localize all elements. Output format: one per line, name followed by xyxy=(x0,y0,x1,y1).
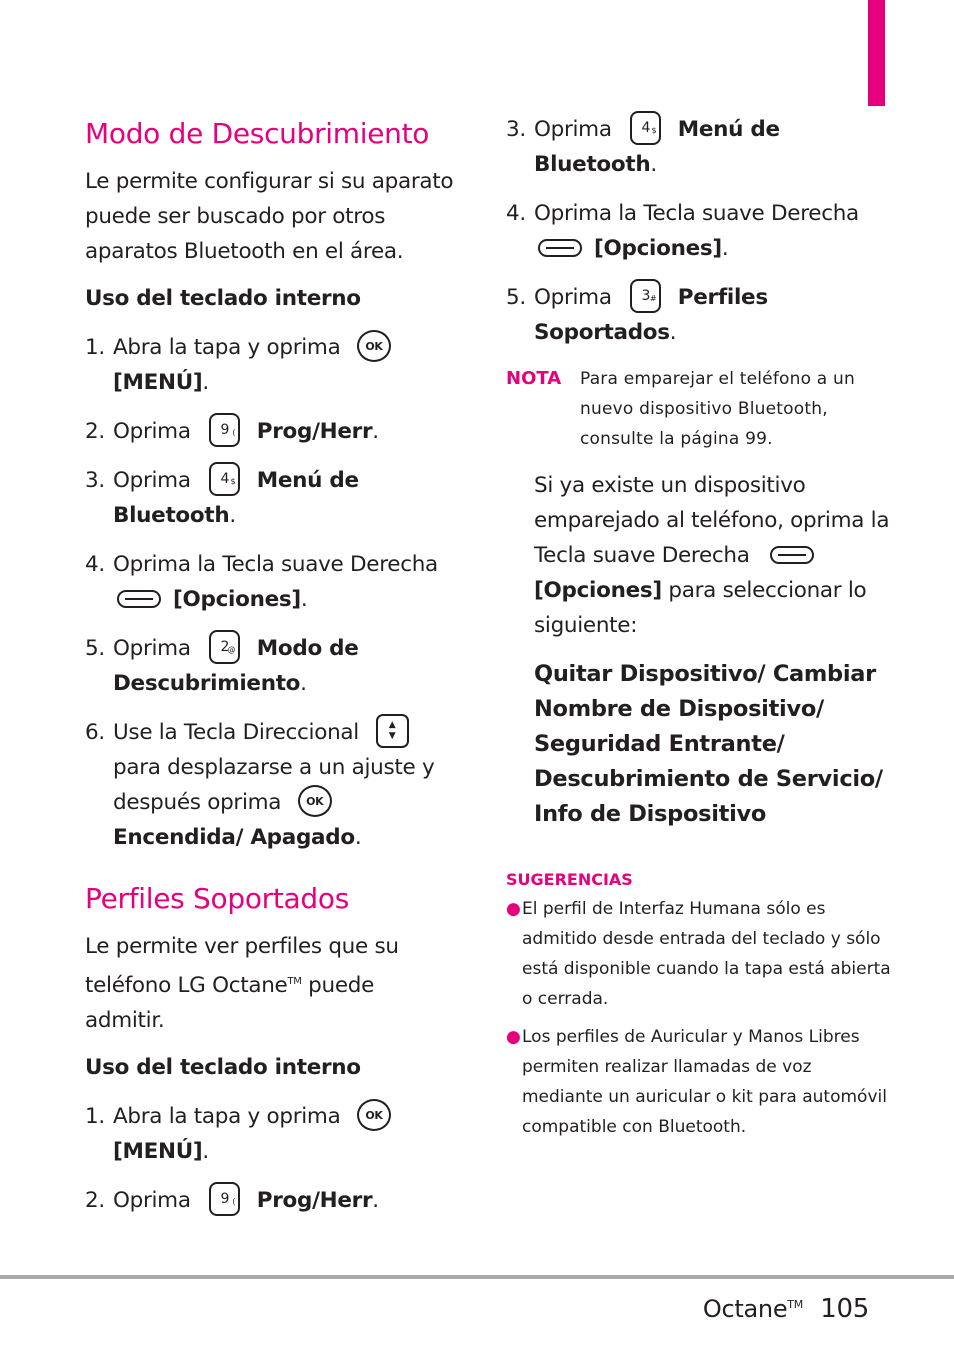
step-1b: 1. Abra la tapa y oprima OK [MENÚ]. xyxy=(85,1099,455,1169)
ok-key-icon: OK xyxy=(357,1099,391,1131)
key-4-icon: 4 $ xyxy=(209,462,240,496)
key-2-icon: 2 @ xyxy=(209,630,240,664)
key-9-icon: 9 ( xyxy=(209,413,240,447)
footer-brand: Octane xyxy=(702,1295,788,1323)
subhead-internal-keypad: Uso del teclado interno xyxy=(85,286,361,311)
left-column xyxy=(85,112,455,1232)
step-4: 4. Oprima la Tecla suave Derecha [Opciones]. xyxy=(85,552,438,612)
step-3r: 3. Oprima 4 $ Menú de Bluetooth. xyxy=(506,112,896,182)
section-tab-marker xyxy=(868,0,885,106)
tips-title: SUGERENCIAS xyxy=(506,870,633,889)
step-6: 6. Use la Tecla Direccional ▲ ▼ para desplazarse a un ajuste y después oprima OK Encendida/ Apagado. xyxy=(85,715,455,855)
bullet-icon: ● xyxy=(506,899,521,919)
step-5r: 5. Oprima 3 # Perfiles Soportados. xyxy=(506,280,896,350)
right-soft-key-icon xyxy=(117,590,161,608)
page-number: 105 xyxy=(820,1294,869,1324)
tip-item: ● Los perfiles de Auricular y Manos Libres permiten realizar llamadas de voz mediante un auricular o kit para automóvil compatible con Bluetooth. xyxy=(506,1022,896,1142)
key-4-icon: 4 $ xyxy=(630,111,661,145)
key-3-icon: 3 # xyxy=(630,279,661,313)
footer-rule xyxy=(0,1275,954,1279)
directional-key-icon: ▲ ▼ xyxy=(376,714,409,748)
section-title-supported-profiles: Perfiles Soportados xyxy=(85,882,350,915)
right-column xyxy=(506,112,896,1150)
step-2b: 2. Oprima 9 ( Prog/Herr. xyxy=(85,1183,455,1218)
note-box xyxy=(506,364,896,454)
key-9-icon: 9 ( xyxy=(209,1182,240,1216)
section-title-discovery-mode: Modo de Descubrimiento xyxy=(85,117,430,150)
subhead-internal-keypad-2: Uso del teclado interno xyxy=(85,1055,361,1081)
tip-item: ● El perfil de Interfaz Humana sólo es admitido desde entrada del teclado y sólo está disponible cuando la tapa está abierta o cerrada. xyxy=(506,894,896,1014)
note-label: NOTA xyxy=(506,368,562,389)
step-5: 5. Oprima 2 @ Modo de Descubrimiento. xyxy=(85,631,455,701)
step-4r: 4. Oprima la Tecla suave Derecha [Opciones]. xyxy=(506,201,859,261)
page-footer: Octane™ 105 xyxy=(702,1294,869,1324)
supported-profiles-intro: Le permite ver perfiles que su teléfono LG Octane™ puede admitir. xyxy=(85,934,399,1034)
ok-key-icon: OK xyxy=(298,785,332,817)
step-3: 3. Oprima 4 $ Menú de Bluetooth. xyxy=(85,463,455,533)
note-text: Para emparejar el teléfono a un nuevo dispositivo Bluetooth, consulte la página 99. xyxy=(580,369,855,449)
right-soft-key-icon xyxy=(538,239,582,257)
step-2: 2. Oprima 9 ( Prog/Herr. xyxy=(85,414,455,449)
step-1: 1. Abra la tapa y oprima OK [MENÚ]. xyxy=(85,330,455,400)
bullet-icon: ● xyxy=(506,1027,521,1047)
discovery-mode-intro: Le permite configurar si su aparato puede ser buscado por otros aparatos Bluetooth en el área. xyxy=(85,169,454,264)
right-soft-key-icon xyxy=(770,546,814,564)
options-list: Quitar Dispositivo/ Cambiar Nombre de Dispositivo/ Seguridad Entrante/ Descubrimiento de Servicio/ Info de Dispositivo xyxy=(534,661,883,827)
ok-key-icon: OK xyxy=(357,330,391,362)
existing-device-paragraph: Si ya existe un dispositivo emparejado al teléfono, oprima la Tecla suave Derecha [Opciones] para seleccionar lo siguiente: xyxy=(534,473,890,638)
